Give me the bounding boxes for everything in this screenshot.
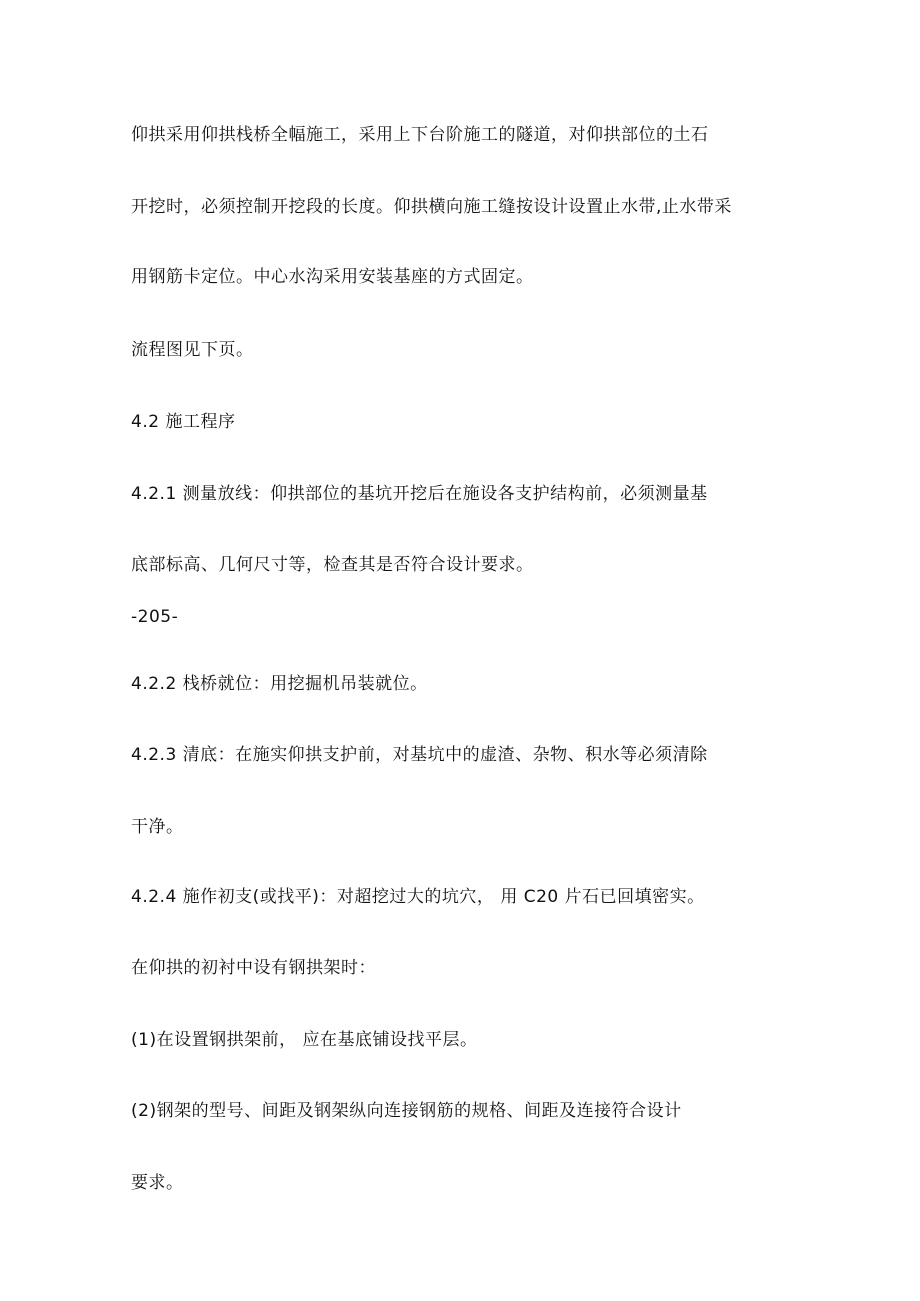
paragraph-line-2: 开挖时，必须控制开挖段的长度。仰拱横向施工缝按设计设置止水带,止水带采 (131, 197, 732, 217)
item-4-2-4: 4.2.4 施作初支(或找平)：对超挖过大的坑穴， 用 C20 片石已回填密实。 (131, 887, 705, 907)
item-4-2-3-line-2: 干净。 (131, 817, 184, 837)
item-4-2-1-line-2: 底部标高、几何尺寸等，检查其是否符合设计要求。 (131, 555, 534, 575)
item-4-2-3-line-1: 4.2.3 清底：在施实仰拱支护前，对基坑中的虚渣、杂物、积水等必须清除 (131, 745, 708, 765)
paragraph-line-1: 仰拱采用仰拱栈桥全幅施工，采用上下台阶施工的隧道，对仰拱部位的土石 (131, 125, 709, 145)
steel-arch-intro: 在仰拱的初衬中设有钢拱架时： (131, 958, 376, 978)
requirement-2-line-1: (2)钢架的型号、间距及钢架纵向连接钢筋的规格、间距及连接符合设计 (131, 1101, 682, 1121)
item-4-2-2: 4.2.2 栈桥就位：用挖掘机吊装就位。 (131, 674, 428, 694)
section-heading-4-2: 4.2 施工程序 (131, 412, 236, 432)
requirement-2-line-2: 要求。 (131, 1173, 184, 1193)
paragraph-line-3: 用钢筋卡定位。中心水沟采用安装基座的方式固定。 (131, 267, 534, 287)
flowchart-note: 流程图见下页。 (131, 340, 254, 360)
page-number: -205- (131, 607, 179, 627)
item-4-2-1-line-1: 4.2.1 测量放线：仰拱部位的基坑开挖后在施设各支护结构前，必须测量基 (131, 484, 708, 504)
requirement-1: (1)在设置钢拱架前， 应在基底铺设找平层。 (131, 1030, 478, 1050)
